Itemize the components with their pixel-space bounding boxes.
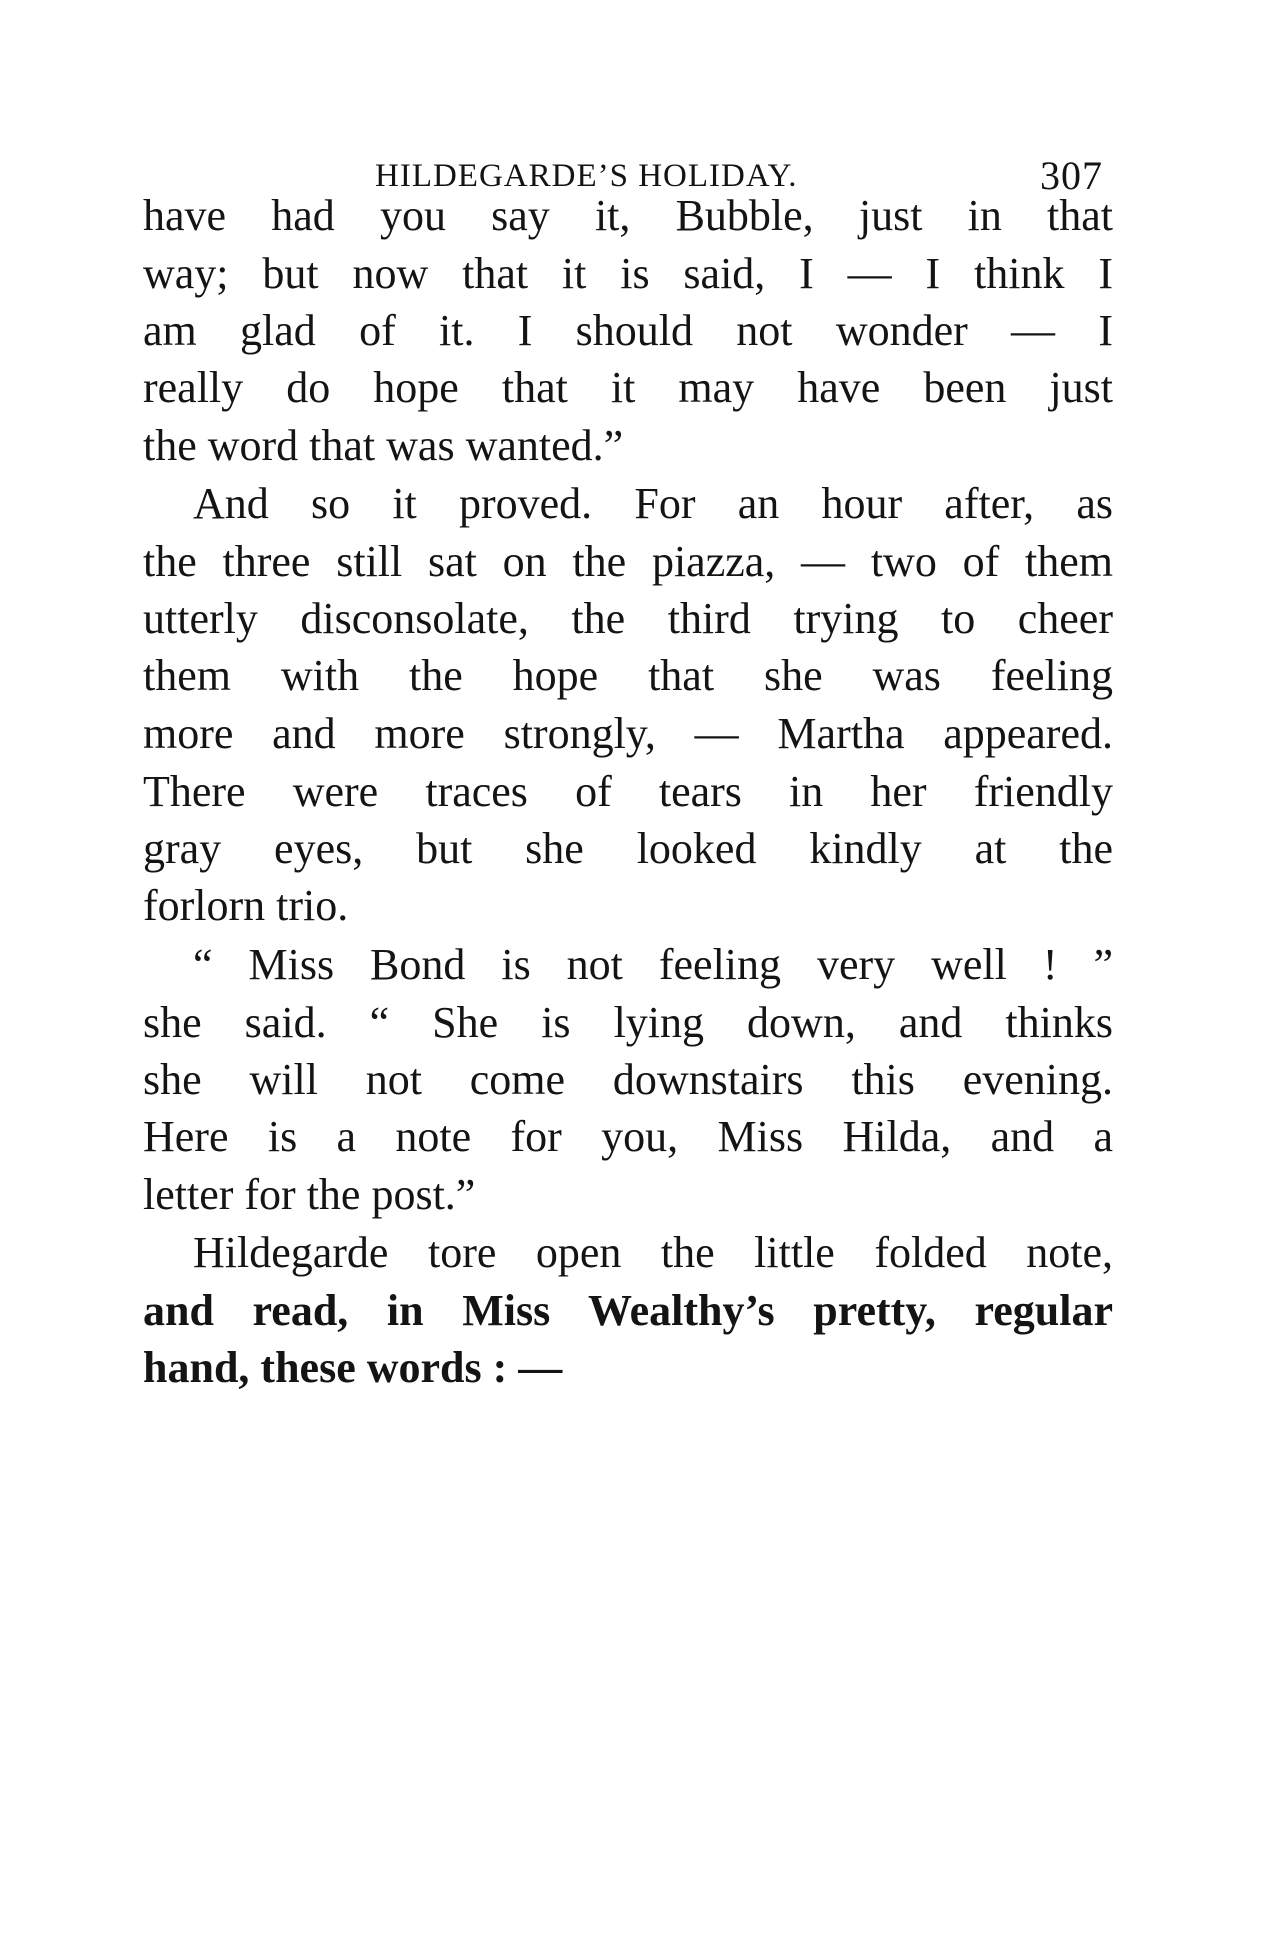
text-line: she said. “ She is lying down, and thinks: [143, 998, 1113, 1047]
text-line: am glad of it. I should not wonder — I: [143, 306, 1113, 355]
text-line: “ Miss Bond is not feeling very well ! ”: [193, 940, 1113, 989]
text-line: she will not come downstairs this evening.: [143, 1055, 1113, 1104]
text-line: There were traces of tears in her friendly: [143, 767, 1113, 816]
text-line: And so it proved. For an hour after, as: [193, 479, 1113, 528]
page-number: 307: [1040, 153, 1103, 198]
text-line: forlorn trio.: [143, 881, 349, 930]
text-line: and read, in Miss Wealthy’s pretty, regular: [143, 1286, 1113, 1335]
text-line: the word that was wanted.”: [143, 421, 624, 470]
text-line: more and more strongly, — Martha appeared.: [143, 709, 1113, 758]
text-line: Here is a note for you, Miss Hilda, and a: [143, 1112, 1113, 1161]
text-line: really do hope that it may have been just: [143, 363, 1113, 412]
text-line: the three still sat on the piazza, — two of them: [143, 537, 1113, 586]
text-line: letter for the post.”: [143, 1170, 476, 1219]
text-line: hand, these words : —: [143, 1343, 563, 1392]
text-line: them with the hope that she was feeling: [143, 651, 1113, 700]
text-line: utterly disconsolate, the third trying to cheer: [143, 594, 1113, 643]
text-line: have had you say it, Bubble, just in that: [143, 191, 1113, 240]
text-line: gray eyes, but she looked kindly at the: [143, 824, 1113, 873]
running-title: HILDEGARDE’S HOLIDAY.: [375, 158, 798, 194]
text-line: Hildegarde tore open the little folded note,: [193, 1228, 1113, 1277]
text-line: way; but now that it is said, I — I think I: [143, 249, 1113, 298]
